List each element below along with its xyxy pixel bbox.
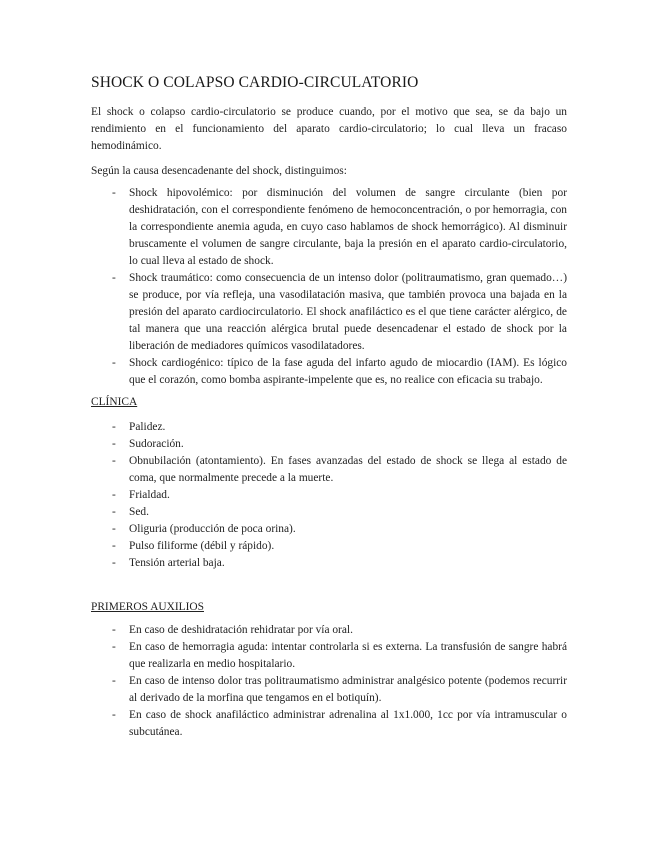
dash-bullet: - — [112, 709, 116, 721]
dash-bullet: - — [112, 523, 116, 535]
lead-paragraph: Según la causa desencadenante del shock, distinguimos: — [91, 165, 347, 177]
dash-bullet: - — [112, 421, 116, 433]
dash-bullet: - — [112, 641, 116, 653]
list-item-text: En caso de intenso dolor tras politraumatismo administrar analgésico potente (podemos recurrir al derivado de la morfina que tengamos en el botiquín). — [129, 675, 567, 704]
list-item — [91, 622, 567, 639]
list-item — [91, 436, 567, 453]
list-item — [91, 538, 567, 555]
list-item — [91, 707, 567, 741]
list-item-text: Shock cardiogénico: típico de la fase aguda del infarto agudo de miocardio (IAM). Es lógico que el corazón, como bomba aspirante-impelente que es, no realice con eficacia su trabajo. — [129, 357, 567, 386]
list-item — [91, 355, 567, 389]
dash-bullet: - — [112, 272, 116, 284]
list-item — [91, 419, 567, 436]
primeros-auxilios-heading: PRIMEROS AUXILIOS — [91, 601, 204, 613]
dash-bullet: - — [112, 489, 116, 501]
dash-bullet: - — [112, 506, 116, 518]
list-item — [91, 555, 567, 572]
list-item-text: Shock hipovolémico: por disminución del volumen de sangre circulante (bien por deshidratación, con el correspondiente fenómeno de hemoconcentración, o por hemorragia, con la correspondiente anemia aguda, en cuyo caso hablamos de shock hemorrágico). Al disminuir bruscamente el volumen de sangre circulante, baja la presión en el aparato cardio-circulatorio, lo cual lleva al estado de shock. — [129, 187, 567, 267]
list-item-text: En caso de deshidratación rehidratar por vía oral. — [129, 624, 353, 636]
list-item — [91, 504, 567, 521]
list-item-text: Pulso filiforme (débil y rápido). — [129, 540, 275, 552]
list-item-text: Frialdad. — [129, 489, 170, 501]
list-item — [91, 673, 567, 707]
shock-types-list — [91, 185, 567, 389]
list-item — [91, 185, 567, 270]
list-item-text: Palidez. — [129, 421, 166, 433]
document-title: SHOCK O COLAPSO CARDIO-CIRCULATORIO — [91, 74, 419, 91]
list-item-text: Tensión arterial baja. — [129, 557, 225, 569]
list-item-text: Oliguria (producción de poca orina). — [129, 523, 296, 535]
intro-paragraph: El shock o colapso cardio-circulatorio se produce cuando, por el motivo que sea, se da bajo un rendimiento en el funcionamiento del aparato cardio-circulatorio; lo cual lleva un fracaso hemodinámico. — [91, 106, 567, 152]
dash-bullet: - — [112, 438, 116, 450]
list-item-text: Shock traumático: como consecuencia de un intenso dolor (politraumatismo, gran quemado…) se produce, por vía refleja, una vasodilatación masiva, que también provoca una bajada en la presión del aparato cardiocirculatorio. El shock anafiláctico es el que tiene carácter alérgico, de tal manera que una reacción alérgica brutal puede desencadenar el estado de shock por la liberación de mediadores químicos vasodilatadores. — [129, 272, 567, 352]
dash-bullet: - — [112, 624, 116, 636]
primeros-auxilios-list — [91, 622, 567, 741]
list-item-text: Obnubilación (atontamiento). En fases avanzadas del estado de shock se llega al estado de coma, que normalmente precede a la muerte. — [129, 455, 567, 484]
list-item-text: En caso de hemorragia aguda: intentar controlarla si es externa. La transfusión de sangre habrá que realizarla en medio hospitalario. — [129, 641, 567, 670]
list-item — [91, 521, 567, 538]
dash-bullet: - — [112, 357, 116, 369]
dash-bullet: - — [112, 540, 116, 552]
list-item — [91, 639, 567, 673]
list-item-text: Sudoración. — [129, 438, 184, 450]
list-item — [91, 270, 567, 355]
dash-bullet: - — [112, 675, 116, 687]
list-item-text: En caso de shock anafiláctico administrar adrenalina al 1x1.000, 1cc por vía intramuscular o subcutánea. — [129, 709, 567, 738]
clinica-list — [91, 419, 567, 572]
dash-bullet: - — [112, 557, 116, 569]
list-item-text: Sed. — [129, 506, 149, 518]
list-item — [91, 487, 567, 504]
dash-bullet: - — [112, 187, 116, 199]
clinica-heading: CLÍNICA — [91, 396, 138, 408]
list-item — [91, 453, 567, 487]
dash-bullet: - — [112, 455, 116, 467]
